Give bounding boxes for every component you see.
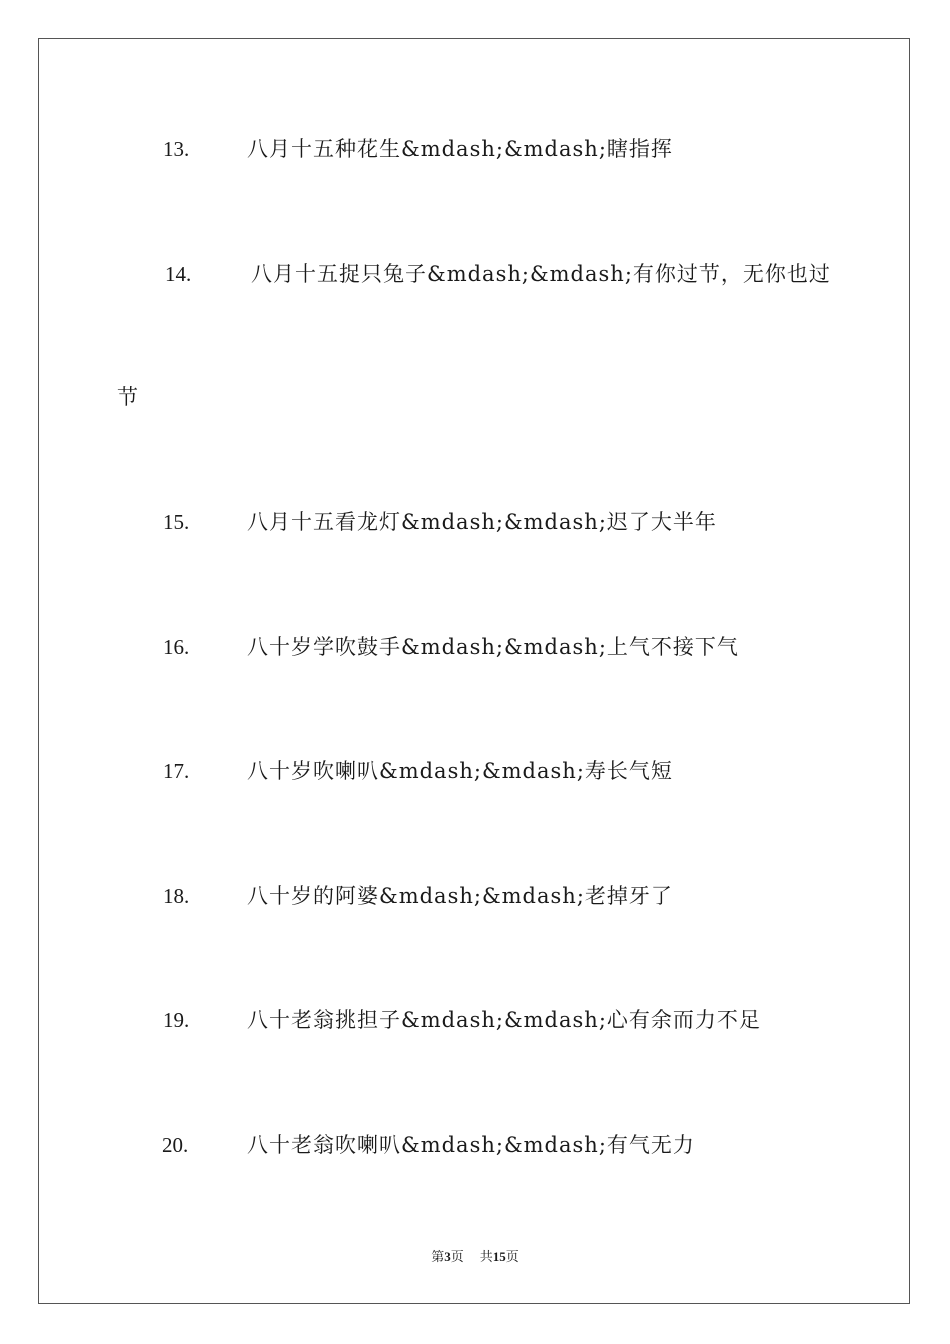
item-text-continuation: 节 bbox=[117, 385, 138, 409]
list-item bbox=[0, 134, 950, 164]
item-number: 20. bbox=[162, 1133, 189, 1157]
item-number: 19. bbox=[163, 1008, 190, 1032]
item-text: 八月十五种花生&mdash;&mdash;瞎指挥 bbox=[247, 137, 673, 161]
list-item bbox=[0, 507, 950, 537]
item-text: 八月十五看龙灯&mdash;&mdash;迟了大半年 bbox=[247, 510, 717, 534]
page-footer bbox=[0, 1248, 950, 1266]
total-page-count: 15 bbox=[492, 1249, 506, 1264]
item-text: 八十岁的阿婆&mdash;&mdash;老掉牙了 bbox=[247, 884, 673, 908]
list-item bbox=[0, 1005, 950, 1035]
list-item bbox=[0, 1130, 950, 1160]
item-number: 18. bbox=[163, 884, 190, 908]
item-text: 八十岁吹喇叭&mdash;&mdash;寿长气短 bbox=[247, 759, 673, 783]
item-number: 15. bbox=[163, 510, 190, 534]
list-item bbox=[0, 881, 950, 911]
current-page-number: 3 bbox=[444, 1249, 451, 1264]
item-text: 八十岁学吹鼓手&mdash;&mdash;上气不接下气 bbox=[247, 635, 739, 659]
item-number: 14. bbox=[165, 262, 192, 286]
footer-total-suffix: 页 bbox=[505, 1249, 519, 1264]
item-text: 八十老翁吹喇叭&mdash;&mdash;有气无力 bbox=[247, 1133, 695, 1157]
item-text: 八月十五捉只兔子&mdash;&mdash;有你过节，无你也过 bbox=[251, 262, 831, 286]
list-item bbox=[0, 259, 950, 289]
item-number: 17. bbox=[163, 759, 190, 783]
item-number: 13. bbox=[163, 137, 190, 161]
footer-prefix: 第 bbox=[431, 1249, 445, 1264]
list-item bbox=[0, 632, 950, 662]
footer-page-suffix: 页 bbox=[450, 1249, 464, 1264]
list-item bbox=[0, 756, 950, 786]
footer-total-prefix: 共 bbox=[479, 1249, 493, 1264]
page-border bbox=[38, 38, 910, 1304]
item-number: 16. bbox=[163, 635, 190, 659]
item-text: 八十老翁挑担子&mdash;&mdash;心有余而力不足 bbox=[247, 1008, 761, 1032]
